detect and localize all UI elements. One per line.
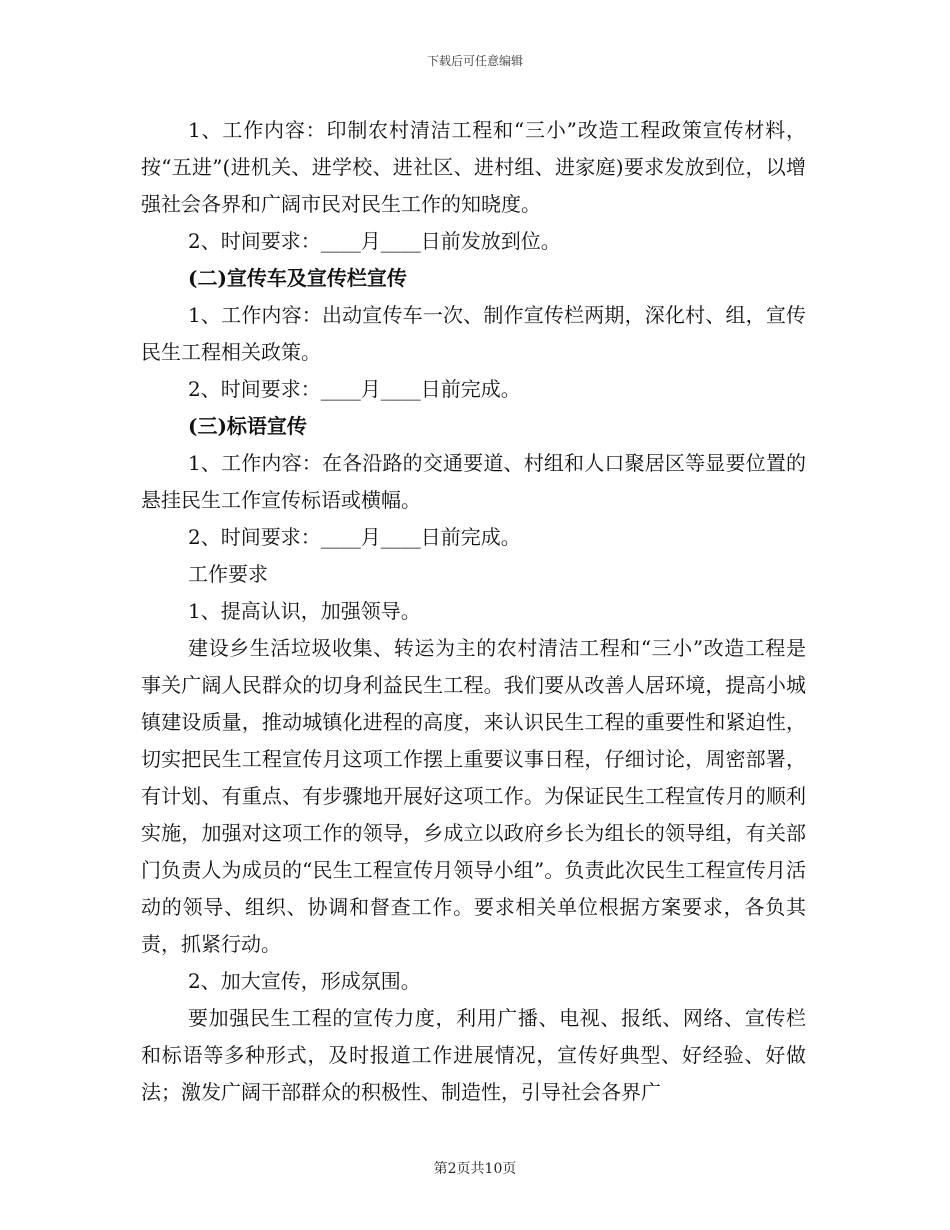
paragraph: 要加强民生工程的宣传力度，利用广播、电视、报纸、网络、宣传栏和标语等多种形式，及时报道工作进展情况，宣传好典型、好经验、好做法；激发广阔干部群众的积极性、制造性，引导社会各界广 (141, 1006, 806, 1104)
paragraph: 2、加大宣传，形成氛围。 (188, 969, 421, 993)
page-header: 下载后可任意编辑 (426, 54, 523, 68)
paragraph: 1、提高认识，加强领导。 (188, 599, 421, 623)
paragraph: 工作要求 (188, 562, 268, 586)
paragraph: 建设乡生活垃圾收集、转运为主的农村清洁工程和“三小”改造工程是事关广阔人民群众的切身利益民生工程。我们要从改善人居环境，提高小城镇建设质量，推动城镇化进程的高度，来认识民生工程的重要性和紧迫性，切实把民生工程宣传月这项工作摆上重要议事日程，仔细讨论，周密部署，有计划、有重点、有步骤地开展好这项工作。为保证民生工程宣传月的顺利实施，加强对这项工作的领导，乡成立以政府乡长为组长的领导组，有关部门负责人为成员的“民生工程宣传月领导小组”。负责此次民生工程宣传月活动的领导、组织、协调和督查工作。要求相关单位根据方案要求，各负其责，抓紧行动。 (141, 636, 806, 956)
paragraph: 1、工作内容：在各沿路的交通要道、村组和人口聚居区等显要位置的悬挂民生工作宣传标语或横幅。 (141, 451, 806, 512)
section-heading: (二)宣传车及宣传栏宣传 (188, 266, 407, 290)
section-heading: (三)标语宣传 (188, 414, 307, 438)
paragraph: 2、时间要求：____月____日前完成。 (188, 525, 521, 549)
page-footer: 第2页共10页 (433, 1161, 517, 1177)
paragraph: 1、工作内容：印制农村清洁工程和“三小”改造工程政策宣传材料，按“五进”(进机关、进学校、进社区、进村组、进家庭)要求发放到位，以增强社会各界和广阔市民对民生工作的知晓度。 (141, 118, 806, 216)
paragraph: 1、工作内容：出动宣传车一次、制作宣传栏两期，深化村、组，宣传民生工程相关政策。 (141, 303, 806, 364)
document-body (141, 112, 806, 1111)
paragraph: 2、时间要求：____月____日前发放到位。 (188, 229, 561, 253)
paragraph: 2、时间要求：____月____日前完成。 (188, 377, 521, 401)
